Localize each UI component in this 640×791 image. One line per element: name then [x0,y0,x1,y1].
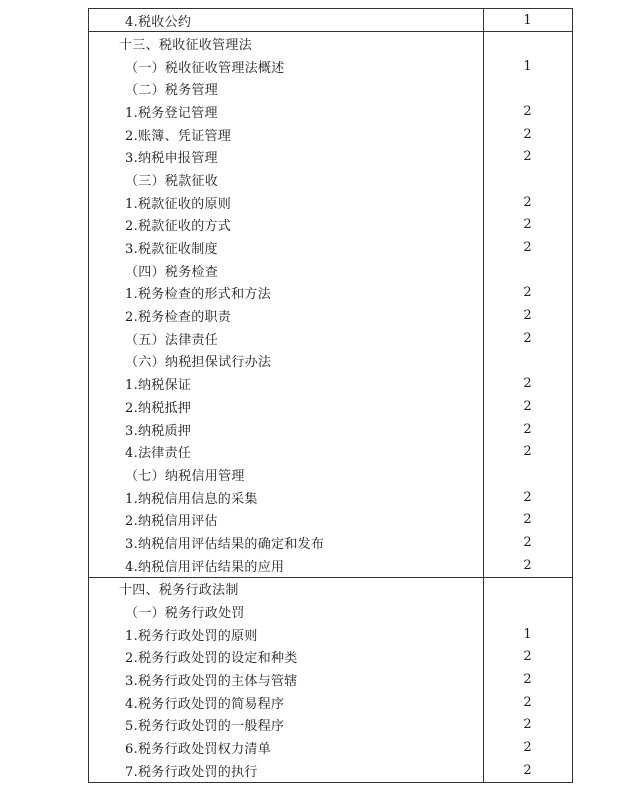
table-row [89,145,572,168]
table-section [89,8,572,31]
table-row [89,646,572,669]
hours-value: 2 [523,217,532,233]
table-row [89,600,572,623]
hours-value: 2 [523,489,532,505]
topic-label: 4.法律责任 [125,446,192,462]
section-heading: （五）法律责任 [125,332,219,348]
table-row [89,623,572,646]
topic-label: 1.纳税信用信息的采集 [125,491,258,507]
table-row [89,77,572,100]
hours-value: 1 [523,12,532,28]
hours-value: 2 [523,649,532,665]
hours-value: 2 [523,421,532,437]
hours-value: 2 [523,762,532,778]
table-row [89,508,572,531]
hours-value: 2 [523,240,532,256]
topic-label: 1.税务行政处罚的原则 [125,628,258,644]
topic-label: 1.税务检查的形式和方法 [125,287,272,303]
hours-value: 2 [523,103,532,119]
topic-label: 4.税务行政处罚的简易程序 [125,696,285,712]
section-heading: （一）税收征收管理法概述 [125,60,285,76]
topic-label: 3.纳税申报管理 [125,151,218,167]
hours-value: 2 [523,126,532,142]
table-row [89,9,572,31]
table-row [89,714,572,737]
topic-label: 2.纳税信用评估 [125,514,218,530]
hours-value: 2 [523,740,532,756]
syllabus-table [88,8,573,783]
section-heading: （六）纳税担保试行办法 [125,355,272,371]
topic-label: 2.账簿、凭证管理 [125,128,232,144]
section-heading: （七）纳税信用管理 [125,468,245,484]
hours-value: 2 [523,534,532,550]
table-row [89,350,572,373]
table-row [89,168,572,191]
table-row [89,486,572,509]
hours-value: 2 [523,444,532,460]
table-row [89,55,572,78]
topic-label: 2.纳税抵押 [125,400,192,416]
hours-value: 1 [523,58,532,74]
hours-value: 2 [523,672,532,688]
table-row [89,531,572,554]
hours-value: 2 [523,717,532,733]
table-row [89,100,572,123]
table-row [89,372,572,395]
hours-value: 2 [523,376,532,392]
hours-value: 2 [523,398,532,414]
table-row [89,32,572,55]
topic-label: 7.税务行政处罚的执行 [125,764,258,780]
table-row [89,578,572,601]
topic-label: 2.税务检查的职责 [125,310,232,326]
table-row [89,282,572,305]
table-row [89,395,572,418]
hours-value: 2 [523,694,532,710]
topic-label: 2.税务行政处罚的设定和种类 [125,651,298,667]
section-heading: （一）税务行政处罚 [125,606,245,622]
hours-value: 2 [523,285,532,301]
table-row [89,214,572,237]
section-heading: （四）税务检查 [125,264,219,280]
topic-label: 3.税款征收制度 [125,242,218,258]
table-section [89,577,572,782]
table-row [89,440,572,463]
table-row [89,259,572,282]
hours-value: 2 [523,330,532,346]
table-row [89,736,572,759]
table-row [89,418,572,441]
hours-value: 1 [523,626,532,642]
table-row [89,236,572,259]
table-row [89,304,572,327]
chapter-heading: 十三、税收征收管理法 [119,37,253,53]
chapter-heading: 十四、税务行政法制 [119,583,239,599]
hours-value: 2 [523,149,532,165]
table-row [89,759,572,782]
section-heading: （二）税务管理 [125,83,219,99]
table-row [89,691,572,714]
topic-label: 1.纳税保证 [125,378,192,394]
table-row [89,554,572,577]
table-row [89,123,572,146]
topic-label: 1.税务登记管理 [125,105,218,121]
table-section [89,31,572,577]
topic-label: 2.税款征收的方式 [125,219,232,235]
topic-label: 5.税务行政处罚的一般程序 [125,719,285,735]
topic-label: 4.纳税信用评估结果的应用 [125,559,285,575]
section-heading: （三）税款征收 [125,173,219,189]
topic-label: 3.纳税质押 [125,423,192,439]
hours-value: 2 [523,557,532,573]
table-row [89,463,572,486]
hours-value: 2 [523,194,532,210]
topic-label: 3.税务行政处罚的主体与管辖 [125,674,298,690]
hours-value: 2 [523,308,532,324]
table-row [89,191,572,214]
topic-label: 3.纳税信用评估结果的确定和发布 [125,536,325,552]
topic-label: 4.税收公约 [125,14,192,30]
topic-label: 6.税务行政处罚权力清单 [125,742,272,758]
hours-value: 2 [523,512,532,528]
topic-label: 1.税款征收的原则 [125,196,232,212]
table-row [89,668,572,691]
table-row [89,327,572,350]
